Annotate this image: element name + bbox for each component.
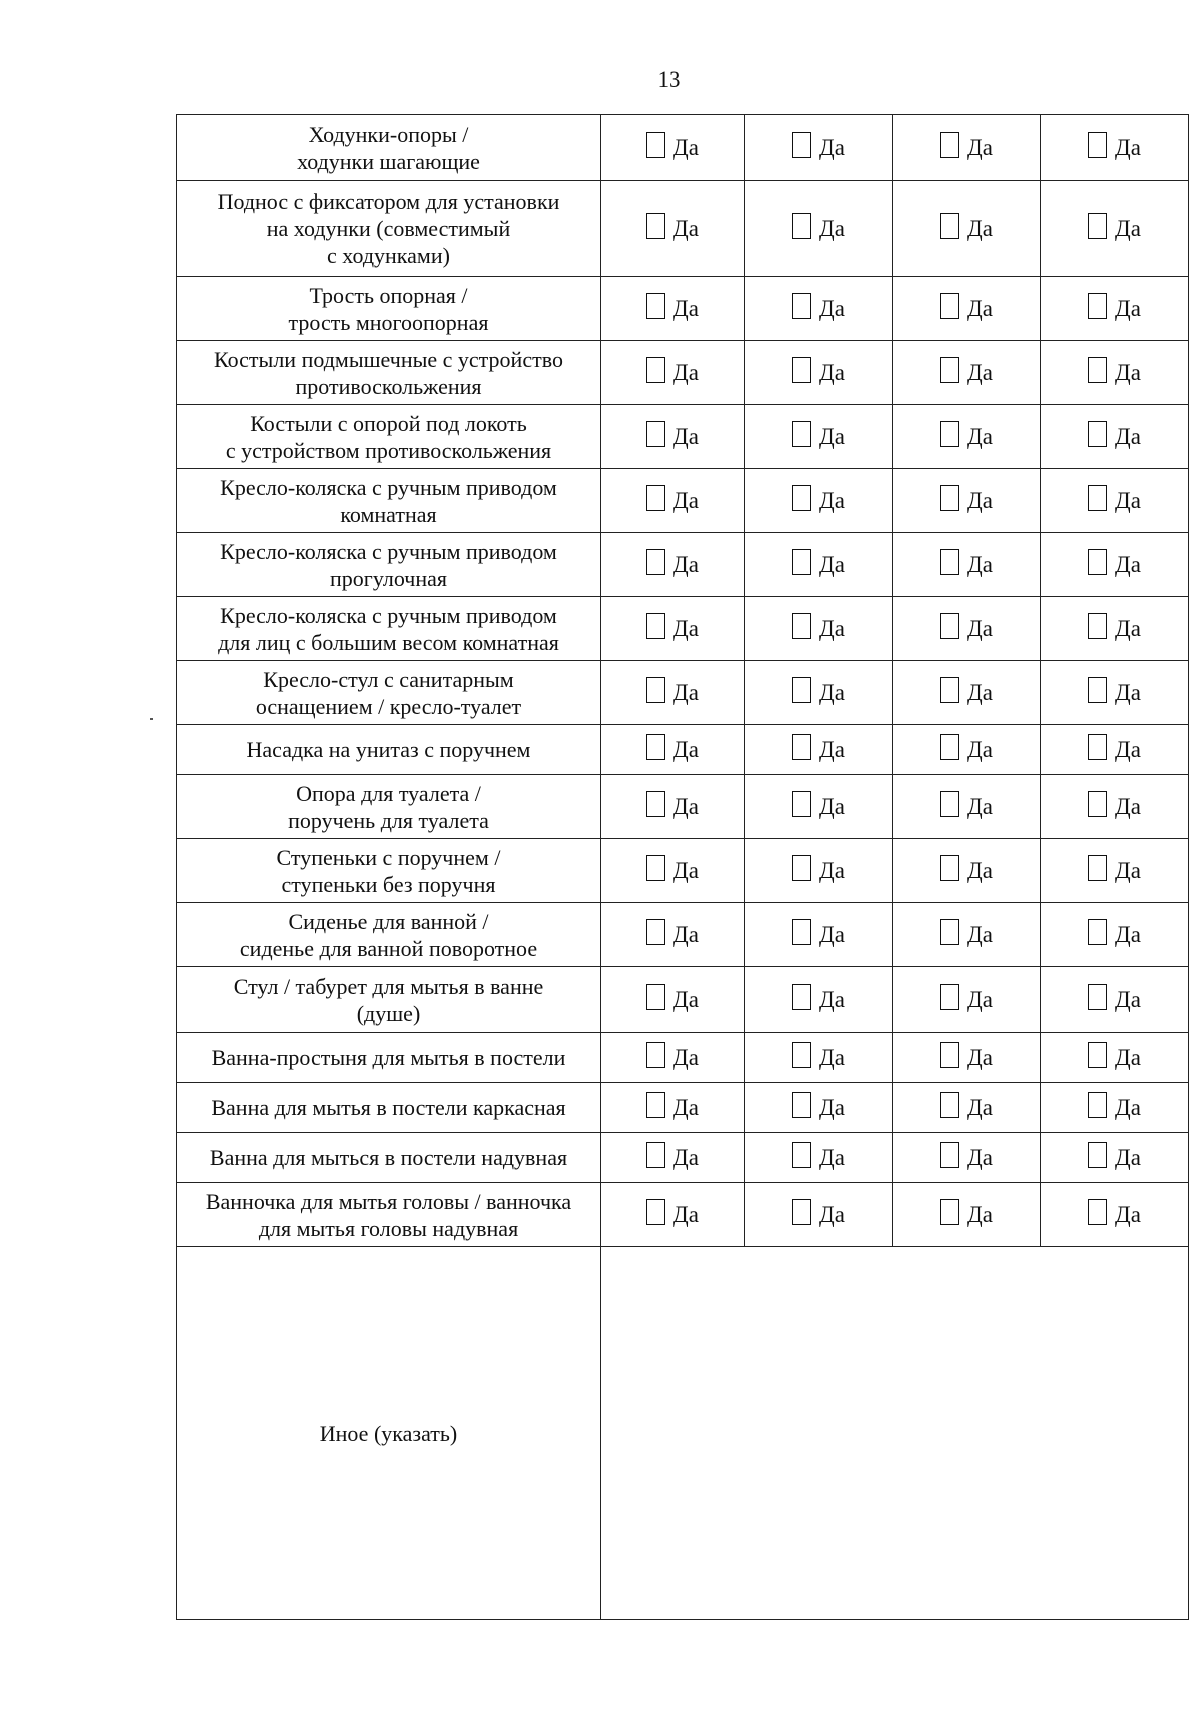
yes-option[interactable] [646,677,699,703]
checkbox[interactable] [1088,549,1107,575]
equipment-row [177,661,1189,725]
equipment-name: Костыли с опорой под локоть с устройством противоскольжения [177,405,601,469]
yes-option[interactable] [792,855,845,881]
checkbox[interactable] [940,1042,959,1068]
yes-option[interactable] [792,734,845,760]
yes-label: Да [819,793,845,819]
equipment-rows [177,115,1189,1620]
yes-label: Да [673,793,699,819]
yes-label: Да [673,359,699,385]
yes-label: Да [1115,921,1141,947]
equipment-name: Кресло-коляска с ручным приводом прогулочная [177,533,601,597]
yes-option[interactable] [792,919,845,945]
yes-label: Да [967,736,993,762]
checkbox[interactable] [646,549,665,575]
yes-label: Да [1115,215,1141,241]
checkbox[interactable] [646,855,665,881]
yes-label: Да [967,1094,993,1120]
checkbox[interactable] [940,1199,959,1225]
yes-option[interactable] [1088,213,1141,239]
equipment-row [177,903,1189,967]
yes-option[interactable] [646,421,699,447]
yes-option[interactable] [646,1092,699,1118]
yes-option[interactable] [1088,1199,1141,1225]
equipment-row [177,181,1189,277]
yes-option[interactable] [940,1042,993,1068]
yes-option[interactable] [646,734,699,760]
yes-label: Да [1115,295,1141,321]
yes-label: Да [1115,134,1141,160]
checkbox[interactable] [1088,1092,1107,1118]
yes-label: Да [819,679,845,705]
yes-label: Да [1115,1044,1141,1070]
checkbox[interactable] [792,613,811,639]
checkbox[interactable] [792,213,811,239]
yes-label: Да [819,1094,845,1120]
yes-option[interactable] [646,1199,699,1225]
yes-label: Да [967,134,993,160]
yes-label: Да [967,793,993,819]
checkbox[interactable] [646,421,665,447]
yes-option[interactable] [1088,485,1141,511]
checkbox[interactable] [646,1092,665,1118]
checkbox[interactable] [940,919,959,945]
yes-label: Да [1115,487,1141,513]
yes-option[interactable] [1088,132,1141,158]
equipment-name: Поднос с фиксатором для установки на ходунки (совместимый с ходунками) [177,181,601,277]
yes-label: Да [819,551,845,577]
equipment-row [177,1033,1189,1083]
checkbox[interactable] [1088,984,1107,1010]
yes-option[interactable] [646,213,699,239]
checkbox[interactable] [792,734,811,760]
equipment-name: Ванночка для мытья головы / ванночка для мытья головы надувная [177,1183,601,1247]
yes-option[interactable] [1088,421,1141,447]
yes-label: Да [673,1201,699,1227]
yes-option[interactable] [792,549,845,575]
yes-label: Да [967,215,993,241]
yes-option[interactable] [792,984,845,1010]
yes-label: Да [967,487,993,513]
yes-option[interactable] [1088,677,1141,703]
checkbox[interactable] [646,357,665,383]
checkbox[interactable] [940,855,959,881]
checkbox[interactable] [792,791,811,817]
checkbox[interactable] [646,734,665,760]
checkbox[interactable] [940,677,959,703]
yes-option[interactable] [1088,734,1141,760]
yes-option[interactable] [646,919,699,945]
yes-label: Да [1115,857,1141,883]
yes-label: Да [819,1044,845,1070]
yes-option[interactable] [646,485,699,511]
yes-label: Да [1115,359,1141,385]
yes-option[interactable] [792,677,845,703]
checkbox[interactable] [940,613,959,639]
equipment-name: Кресло-коляска с ручным приводом для лиц с большим весом комнатная [177,597,601,661]
checkbox[interactable] [792,855,811,881]
yes-option[interactable] [940,293,993,319]
yes-option[interactable] [1088,613,1141,639]
yes-option[interactable] [1088,1092,1141,1118]
equipment-row [177,341,1189,405]
yes-option[interactable] [940,613,993,639]
checkbox[interactable] [940,984,959,1010]
yes-label: Да [673,1044,699,1070]
equipment-row [177,1183,1189,1247]
yes-option[interactable] [792,613,845,639]
yes-label: Да [819,921,845,947]
checkbox[interactable] [646,984,665,1010]
yes-label: Да [819,423,845,449]
checkbox[interactable] [940,791,959,817]
yes-option[interactable] [646,132,699,158]
equipment-name: Ванна-простыня для мытья в постели [177,1033,601,1083]
equipment-name: Трость опорная / трость многоопорная [177,277,601,341]
checkbox[interactable] [646,919,665,945]
checkbox[interactable] [792,984,811,1010]
yes-option[interactable] [646,549,699,575]
checkbox[interactable] [646,132,665,158]
checkbox[interactable] [1088,293,1107,319]
yes-option[interactable] [940,485,993,511]
checkbox[interactable] [792,293,811,319]
yes-option[interactable] [940,213,993,239]
yes-option[interactable] [646,855,699,881]
checkbox[interactable] [1088,734,1107,760]
checkbox[interactable] [646,1199,665,1225]
checkbox[interactable] [940,549,959,575]
checkbox[interactable] [792,549,811,575]
yes-label: Да [673,1094,699,1120]
checkbox[interactable] [646,613,665,639]
yes-option[interactable] [646,293,699,319]
yes-option[interactable] [940,132,993,158]
scan-speck [150,718,153,720]
yes-option[interactable] [1088,549,1141,575]
yes-option[interactable] [792,421,845,447]
yes-option[interactable] [1088,791,1141,817]
yes-label: Да [819,295,845,321]
equipment-row [177,469,1189,533]
equipment-row [177,775,1189,839]
equipment-name: Кресло-стул с санитарным оснащением / кресло-туалет [177,661,601,725]
yes-option[interactable] [940,919,993,945]
checkbox[interactable] [792,485,811,511]
yes-label: Да [819,134,845,160]
equipment-name: Ходунки-опоры / ходунки шагающие [177,115,601,181]
yes-option[interactable] [940,677,993,703]
checkbox[interactable] [1088,132,1107,158]
yes-label: Да [967,295,993,321]
equipment-name: Стул / табурет для мытья в ванне (душе) [177,967,601,1033]
yes-label: Да [1115,615,1141,641]
yes-option[interactable] [1088,357,1141,383]
other-label: Иное (указать) [177,1247,601,1620]
equipment-row [177,1133,1189,1183]
checkbox[interactable] [1088,485,1107,511]
yes-option[interactable] [940,1092,993,1118]
checkbox[interactable] [792,1092,811,1118]
equipment-row [177,1083,1189,1133]
yes-option[interactable] [1088,1142,1141,1168]
yes-label: Да [1115,1144,1141,1170]
yes-label: Да [673,857,699,883]
equipment-row [177,597,1189,661]
yes-label: Да [673,134,699,160]
yes-label: Да [673,551,699,577]
yes-label: Да [967,1044,993,1070]
checkbox[interactable] [646,1042,665,1068]
yes-option[interactable] [1088,855,1141,881]
checkbox[interactable] [792,1199,811,1225]
checkbox[interactable] [646,791,665,817]
yes-label: Да [673,921,699,947]
yes-label: Да [1115,551,1141,577]
yes-option[interactable] [792,132,845,158]
yes-option[interactable] [792,1042,845,1068]
yes-label: Да [673,679,699,705]
yes-label: Да [967,551,993,577]
yes-label: Да [819,487,845,513]
yes-label: Да [967,679,993,705]
yes-label: Да [1115,679,1141,705]
yes-label: Да [1115,986,1141,1012]
checkbox[interactable] [940,485,959,511]
equipment-row [177,533,1189,597]
checkbox[interactable] [1088,1142,1107,1168]
checkbox[interactable] [1088,919,1107,945]
yes-label: Да [673,615,699,641]
checkbox[interactable] [940,421,959,447]
yes-label: Да [819,857,845,883]
yes-label: Да [1115,423,1141,449]
yes-option[interactable] [646,791,699,817]
checkbox[interactable] [1088,1042,1107,1068]
yes-label: Да [673,487,699,513]
yes-option[interactable] [646,1142,699,1168]
yes-label: Да [819,986,845,1012]
yes-label: Да [819,359,845,385]
checkbox[interactable] [792,132,811,158]
yes-label: Да [819,736,845,762]
checkbox[interactable] [1088,357,1107,383]
yes-label: Да [673,986,699,1012]
equipment-name: Сиденье для ванной / сиденье для ванной поворотное [177,903,601,967]
checkbox[interactable] [1088,677,1107,703]
checkbox[interactable] [792,421,811,447]
yes-option[interactable] [792,1092,845,1118]
checkbox[interactable] [792,1042,811,1068]
checkbox[interactable] [646,293,665,319]
yes-label: Да [967,921,993,947]
yes-label: Да [967,615,993,641]
yes-option[interactable] [792,1199,845,1225]
checkbox[interactable] [792,677,811,703]
yes-option[interactable] [940,1142,993,1168]
yes-option[interactable] [646,984,699,1010]
yes-label: Да [967,857,993,883]
checkbox[interactable] [646,1142,665,1168]
yes-option[interactable] [792,791,845,817]
yes-label: Да [1115,1094,1141,1120]
equipment-name: Костыли подмышечные с устройство противоскольжения [177,341,601,405]
yes-option[interactable] [940,984,993,1010]
equipment-row [177,839,1189,903]
checkbox[interactable] [940,1142,959,1168]
yes-option[interactable] [940,791,993,817]
yes-option[interactable] [1088,1042,1141,1068]
yes-label: Да [967,986,993,1012]
equipment-name: Ванна для мыться в постели надувная [177,1133,601,1183]
yes-label: Да [967,1201,993,1227]
equipment-row [177,967,1189,1033]
checkbox[interactable] [1088,1199,1107,1225]
checkbox[interactable] [792,357,811,383]
yes-label: Да [1115,793,1141,819]
checkbox[interactable] [792,1142,811,1168]
yes-label: Да [673,423,699,449]
yes-option[interactable] [792,213,845,239]
equipment-name: Опора для туалета / поручень для туалета [177,775,601,839]
yes-option[interactable] [940,1199,993,1225]
yes-option[interactable] [940,421,993,447]
yes-label: Да [819,215,845,241]
checkbox[interactable] [940,213,959,239]
yes-label: Да [673,295,699,321]
yes-option[interactable] [940,855,993,881]
checkbox[interactable] [646,485,665,511]
yes-option[interactable] [1088,293,1141,319]
yes-label: Да [819,615,845,641]
equipment-name: Ванна для мытья в постели каркасная [177,1083,601,1133]
yes-label: Да [673,1144,699,1170]
yes-label: Да [967,1144,993,1170]
checkbox[interactable] [792,919,811,945]
yes-label: Да [819,1144,845,1170]
yes-label: Да [967,359,993,385]
equipment-row [177,115,1189,181]
yes-option[interactable] [1088,984,1141,1010]
equipment-form-table [176,114,1189,1620]
yes-option[interactable] [792,1142,845,1168]
yes-label: Да [819,1201,845,1227]
other-specify-field[interactable] [601,1247,1189,1620]
yes-option[interactable] [646,357,699,383]
equipment-row [177,405,1189,469]
checkbox[interactable] [940,357,959,383]
yes-option[interactable] [1088,919,1141,945]
yes-option[interactable] [646,1042,699,1068]
yes-label: Да [673,215,699,241]
yes-option[interactable] [646,613,699,639]
checkbox[interactable] [1088,421,1107,447]
checkbox[interactable] [1088,855,1107,881]
yes-option[interactable] [792,357,845,383]
equipment-name: Насадка на унитаз с поручнем [177,725,601,775]
equipment-row [177,277,1189,341]
checkbox[interactable] [1088,791,1107,817]
equipment-name: Ступеньки с поручнем / ступеньки без поручня [177,839,601,903]
checkbox[interactable] [940,293,959,319]
checkbox[interactable] [1088,213,1107,239]
checkbox[interactable] [940,734,959,760]
checkbox[interactable] [940,1092,959,1118]
yes-option[interactable] [940,734,993,760]
checkbox[interactable] [940,132,959,158]
yes-label: Да [1115,1201,1141,1227]
yes-option[interactable] [940,357,993,383]
page-number: 13 [657,67,681,92]
equipment-name: Кресло-коляска с ручным приводом комнатная [177,469,601,533]
yes-option[interactable] [792,485,845,511]
other-row [177,1247,1189,1620]
equipment-row [177,725,1189,775]
checkbox[interactable] [646,677,665,703]
yes-option[interactable] [792,293,845,319]
checkbox[interactable] [646,213,665,239]
yes-label: Да [1115,736,1141,762]
yes-option[interactable] [940,549,993,575]
yes-label: Да [673,736,699,762]
checkbox[interactable] [1088,613,1107,639]
yes-label: Да [967,423,993,449]
